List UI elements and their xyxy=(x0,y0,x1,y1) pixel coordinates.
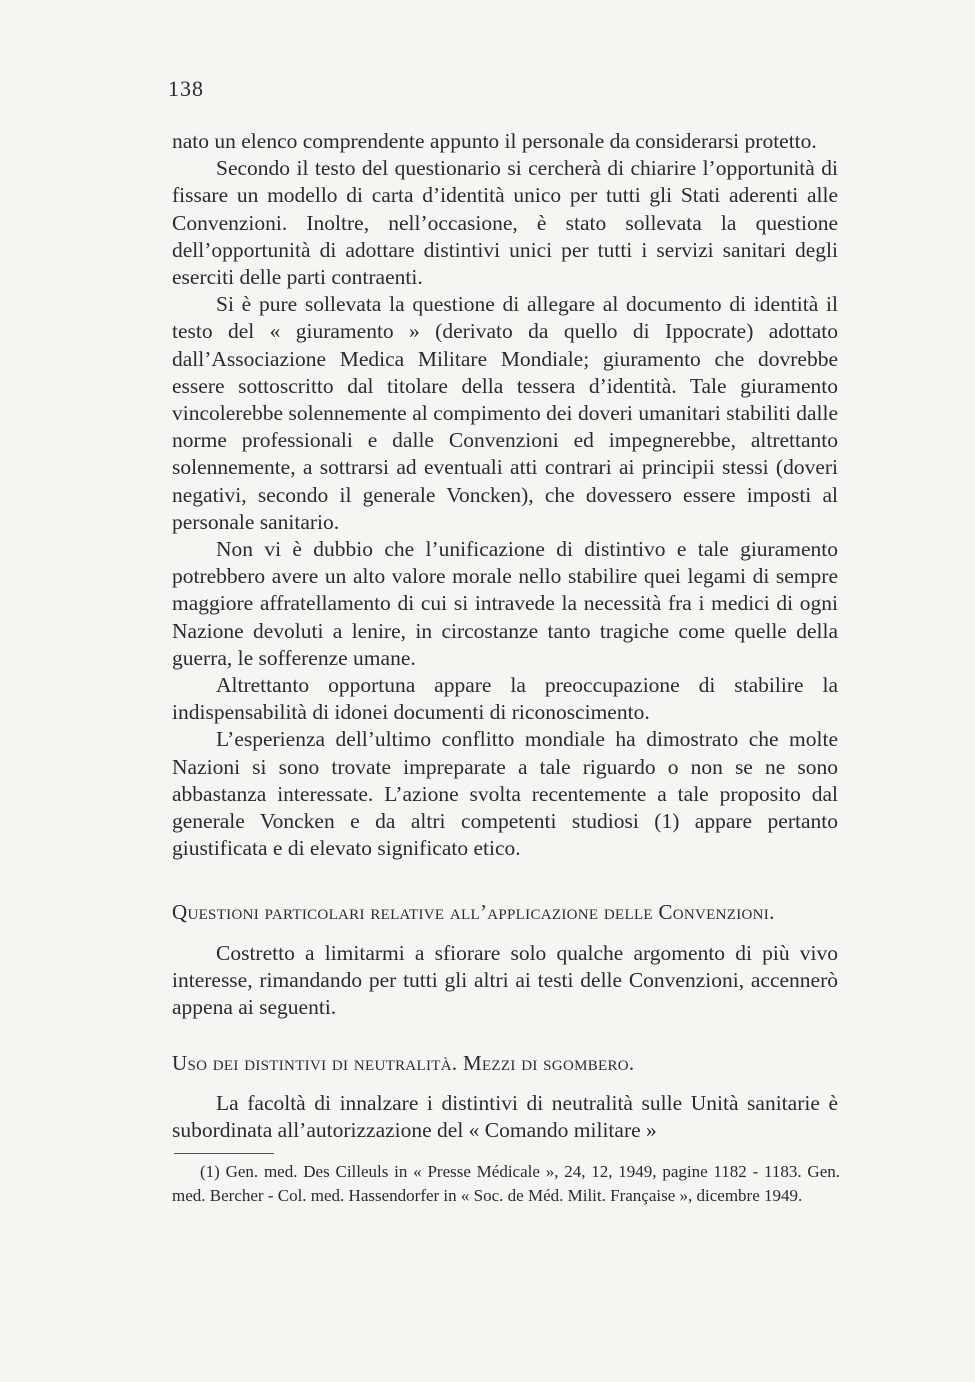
paragraph: Secondo il testo del questionario si cercherà di chiarire l’opportunità di fissare un modello di carta d’identità unico per tutti gli Stati aderenti alle Convenzioni. Inoltre, nell’occasione, è stato sollevata la questione dell’opportunità di adottare distintivi unici per tutti i servizi sanitari degli eserciti delle parti contraenti. xyxy=(172,156,838,290)
paragraph: Non vi è dubbio che l’unificazione di distintivo e tale giuramento potrebbero avere un alto valore morale nello stabilire quei legami di sempre maggiore affratellamento di cui si intravede la necessità fra i medici di ogni Nazione devoluti a lenire, in circostanze tanto tragiche come quelle della guerra, le sofferenze umane. xyxy=(172,537,838,670)
main-text xyxy=(172,128,838,862)
section-text xyxy=(172,1090,838,1144)
paragraph: Costretto a limitarmi a sfiorare solo qualche argomento di più vivo interesse, rimandando per tutti gli altri ai testi delle Convenzioni, accennerò appena ai seguenti. xyxy=(172,941,838,1020)
footnote: (1) Gen. med. Des Cilleuls in « Presse Médicale », 24, 12, 1949, pagine 1182 - 1183. Gen. med. Bercher - Col. med. Hassendorfer in « Soc. de Méd. Milit. Française », dicembre 1949. xyxy=(172,1162,840,1205)
section-heading: Uso dei distintivi di neutralità. Mezzi di sgombero. xyxy=(172,1051,635,1075)
paragraph: Si è pure sollevata la questione di allegare al documento di identità il testo del « giuramento » (derivato da quello di Ippocrate) adottato dall’Associazione Medica Militare Mondiale; giuramento che dovrebbe essere sottoscritto dal titolare della tessera d’identità. Tale giuramento vincolerebbe solennemente al compimento dei doveri umanitari stabiliti dalle norme professionali e dalle Convenzioni ed impegnerebbe, altrettanto solennemente, a sottrarsi ad eventuali atti contrari ai principii stessi (doveri negativi, secondo il generale Voncken), che dovessero essere imposti al personale sanitario. xyxy=(172,292,838,534)
paragraph: nato un elenco comprendente appunto il personale da considerarsi protetto. xyxy=(172,129,817,153)
page-number: 138 xyxy=(168,76,204,101)
footnote-divider xyxy=(174,1153,274,1154)
section-heading: Questioni particolari relative all’applicazione delle Convenzioni. xyxy=(172,900,775,924)
paragraph: La facoltà di innalzare i distintivi di neutralità sulle Unità sanitarie è subordinata all’autorizzazione del « Comando militare » xyxy=(172,1091,838,1143)
section-text xyxy=(172,940,838,1022)
paragraph: L’esperienza dell’ultimo conflitto mondiale ha dimostrato che molte Nazioni si sono trovate impreparate a tale riguardo o non se ne sono abbastanza interessate. L’azione svolta recentemente a tale proposito dal generale Voncken e da altri competenti studiosi (1) appare pertanto giustificata e di elevato significato etico. xyxy=(172,727,838,861)
paragraph: Altrettanto opportuna appare la preoccupazione di stabilire la indispensabilità di idonei documenti di riconoscimento. xyxy=(172,673,838,725)
